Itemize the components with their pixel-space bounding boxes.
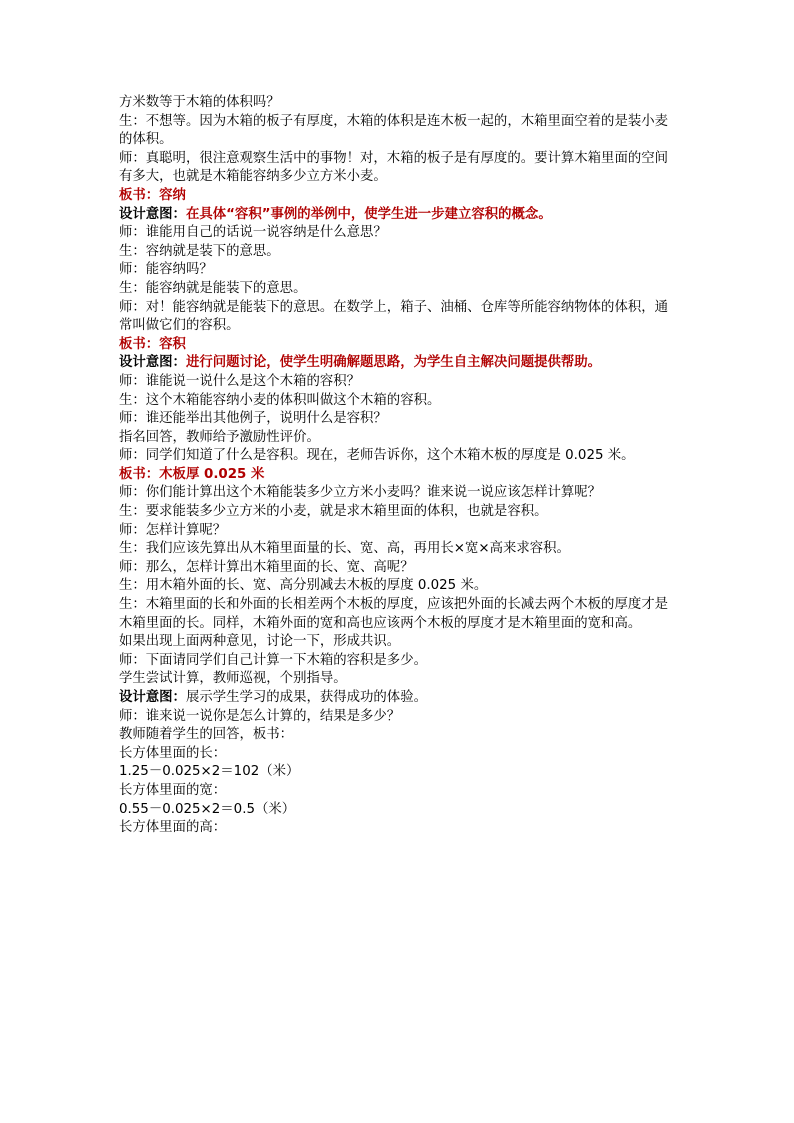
text-line bbox=[119, 819, 679, 838]
text-line bbox=[119, 373, 679, 392]
line-text: 生：木箱里面的长和外面的长相差两个木板的厚度，应该把外面的长减去两个木板的厚度才是木箱里面的长。同样，木箱外面的宽和高也应该两个木板的厚度才是木箱里面的宽和高。 bbox=[119, 597, 669, 631]
text-line bbox=[119, 633, 679, 652]
text-line bbox=[119, 559, 679, 578]
text-line bbox=[119, 577, 679, 596]
line-text: 教师随着学生的回答，板书： bbox=[119, 727, 294, 743]
line-text: 生：容纳就是装下的意思。 bbox=[119, 243, 280, 259]
text-line bbox=[119, 484, 679, 503]
line-text: 1.25－0.025×2＝102（米） bbox=[119, 764, 300, 780]
line-text: 师：怎样计算呢？ bbox=[119, 522, 227, 538]
text-line bbox=[119, 113, 679, 150]
text-line bbox=[119, 447, 679, 466]
blackboard-heading bbox=[119, 336, 679, 355]
text-line bbox=[119, 745, 679, 764]
design-intent bbox=[119, 354, 679, 373]
text-line bbox=[119, 280, 679, 299]
line-text: 师：谁来说一说你是怎么计算的，结果是多少？ bbox=[119, 708, 401, 724]
line-text: 生：不想等。因为木箱的板子有厚度，木箱的体积是连木板一起的，木箱里面空着的是装小麦的体积。 bbox=[119, 113, 669, 148]
design-intent bbox=[119, 206, 679, 225]
line-text: 生：我们应该先算出从木箱里面量的长、宽、高，再用长×宽×高来求容积。 bbox=[119, 541, 570, 557]
text-line bbox=[119, 392, 679, 411]
line-text: 方米数等于木箱的体积吗？ bbox=[119, 95, 280, 110]
formula-line bbox=[119, 763, 679, 782]
line-text: 板书：容积 bbox=[119, 336, 186, 352]
text-line bbox=[119, 429, 679, 448]
line-text: 师：能容纳吗？ bbox=[119, 262, 213, 278]
line-text: 学生尝试计算，教师巡视，个别指导。 bbox=[119, 671, 347, 687]
design-intent-text: 在具体“容积”事例的举例中，使学生进一步建立容积的概念。 bbox=[185, 206, 552, 222]
line-text: 师：谁能用自己的话说一说容纳是什么意思？ bbox=[119, 225, 387, 241]
design-intent-label: 设计意图： bbox=[119, 206, 186, 222]
blackboard-heading bbox=[119, 187, 679, 206]
line-text: 师：谁还能举出其他例子，说明什么是容积？ bbox=[119, 411, 387, 427]
text-line bbox=[119, 652, 679, 671]
text-line bbox=[119, 596, 679, 633]
design-intent-text: 展示学生学习的成果，获得成功的体验。 bbox=[185, 690, 427, 705]
line-text: 生：用木箱外面的长、宽、高分别减去木板的厚度 0.025 米。 bbox=[119, 578, 488, 594]
design-intent-label: 设计意图： bbox=[119, 355, 186, 371]
line-text: 如果出现上面两种意见，讨论一下，形成共识。 bbox=[119, 634, 401, 650]
design-intent bbox=[119, 689, 679, 708]
line-text: 生：能容纳就是能装下的意思。 bbox=[119, 280, 307, 296]
text-line bbox=[119, 261, 679, 280]
design-intent-label: 设计意图： bbox=[119, 690, 186, 705]
line-text: 师：真聪明，很注意观察生活中的事物！对，木箱的板子是有厚度的。要计算木箱里面的空间有多大，也就是木箱能容纳多少立方米小麦。 bbox=[119, 150, 669, 185]
line-text: 0.55－0.025×2＝0.5（米） bbox=[119, 801, 296, 817]
text-line bbox=[119, 522, 679, 541]
text-line bbox=[119, 540, 679, 559]
text-line bbox=[119, 708, 679, 727]
line-text: 生：这个木箱能容纳小麦的体积叫做这个木箱的容积。 bbox=[119, 392, 441, 408]
line-text: 师：谁能说一说什么是这个木箱的容积？ bbox=[119, 373, 361, 389]
document-page bbox=[119, 94, 679, 838]
line-text: 生：要求能装多少立方米的小麦，就是求木箱里面的体积，也就是容积。 bbox=[119, 504, 548, 520]
formula-line bbox=[119, 801, 679, 820]
text-line bbox=[119, 94, 679, 113]
line-text: 长方体里面的宽： bbox=[119, 782, 227, 798]
line-text: 师：同学们知道了什么是容积。现在，老师告诉你，这个木箱木板的厚度是 0.025 米。 bbox=[119, 448, 635, 464]
text-line bbox=[119, 150, 679, 187]
line-text: 长方体里面的长： bbox=[119, 745, 227, 761]
line-text: 师：对！能容纳就是能装下的意思。在数学上，箱子、油桶、仓库等所能容纳物体的体积，通常叫做它们的容积。 bbox=[119, 299, 669, 334]
design-intent-text: 进行问题讨论，使学生明确解题思路，为学生自主解决问题提供帮助。 bbox=[185, 355, 602, 371]
line-text: 板书：容纳 bbox=[119, 187, 186, 203]
line-text: 师：你们能计算出这个木箱能装多少立方米小麦吗？谁来说一说应该怎样计算呢？ bbox=[119, 485, 602, 501]
text-line bbox=[119, 224, 679, 243]
line-text: 指名回答，教师给予激励性评价。 bbox=[119, 429, 320, 445]
line-text: 长方体里面的高： bbox=[119, 820, 227, 836]
text-line bbox=[119, 726, 679, 745]
line-text: 师：那么，怎样计算出木箱里面的长、宽、高呢？ bbox=[119, 559, 414, 575]
text-line bbox=[119, 782, 679, 801]
text-line bbox=[119, 243, 679, 262]
text-line bbox=[119, 503, 679, 522]
blackboard-heading bbox=[119, 466, 679, 485]
text-line bbox=[119, 410, 679, 429]
line-text: 板书：木板厚 0.025 米 bbox=[119, 466, 265, 482]
line-text: 师：下面请同学们自己计算一下木箱的容积是多少。 bbox=[119, 652, 427, 668]
text-line bbox=[119, 299, 679, 336]
text-line bbox=[119, 670, 679, 689]
